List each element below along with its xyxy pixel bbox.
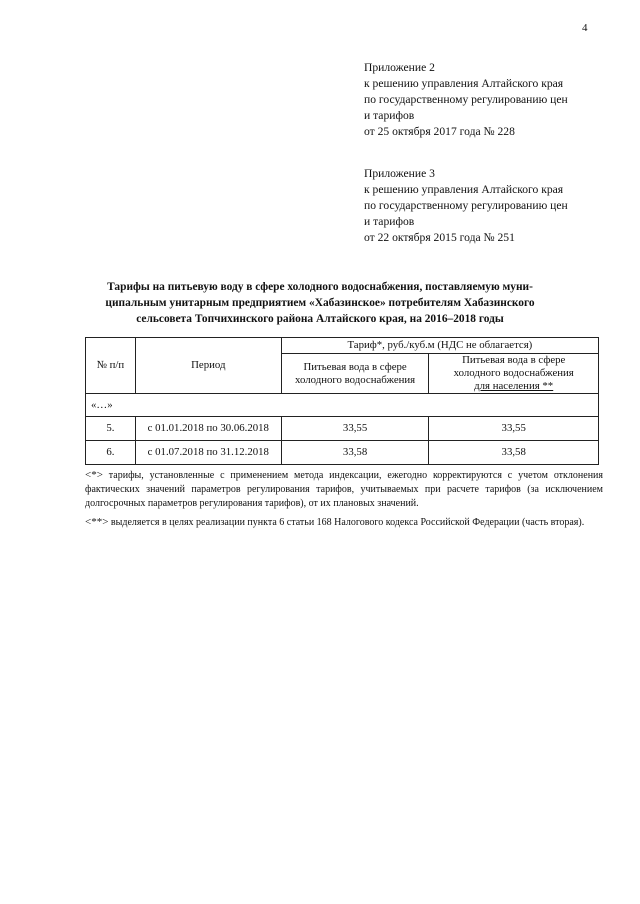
footnote-mark: <*> — [85, 469, 103, 481]
appendix-2-line: и тарифов — [364, 109, 415, 122]
appendix-3-header — [364, 166, 568, 246]
footnote-text: выделяется в целях реализации пункта 6 статьи 168 Налогового кодекса Российской Федерации (часть вторая). — [108, 517, 585, 528]
title-line: сельсовета Топчихинского района Алтайского края, на 2016–2018 годы — [136, 313, 504, 325]
appendix-2-line: по государственному регулированию цен — [364, 93, 568, 106]
appendix-2-line: к решению управления Алтайского края — [364, 77, 564, 90]
header-cold-water: Питьевая вода в сфере холодного водоснабжения — [281, 354, 429, 394]
title-line: ципальным унитарным предприятием «Хабазинское» потребителям Хабазинского — [105, 297, 535, 309]
row-tariff-b: 33,58 — [429, 441, 599, 465]
appendix-2-header — [364, 60, 568, 140]
appendix-3-line: по государственному регулированию цен — [364, 199, 568, 212]
row-period: с 01.07.2018 по 31.12.2018 — [135, 441, 281, 465]
footnote-text: тарифы, установленные с применением метода индексации, ежегодно корректируются с учетом отклонения фактических значений параметров регулирования тарифов, учитываемых при расчете тарифов (за исключением долгосрочных параметров регулирования тарифов), от их плановых значений. — [85, 470, 603, 509]
tariff-table — [85, 337, 599, 465]
document-title — [84, 279, 556, 327]
row-num: 5. — [86, 417, 136, 441]
header-period: Период — [135, 338, 281, 394]
row-num: 6. — [86, 441, 136, 465]
appendix-3-line: от 22 октября 2015 года № 251 — [364, 231, 515, 244]
header-col-b-line: для населения ** — [474, 380, 554, 392]
appendix-2-line: от 25 октября 2017 года № 228 — [364, 125, 515, 138]
header-col-b-line: Питьевая вода в сфере — [462, 354, 566, 366]
appendix-3-line: к решению управления Алтайского края — [364, 183, 564, 196]
appendix-3-line: и тарифов — [364, 215, 415, 228]
ellipsis-cell: «…» — [86, 394, 599, 417]
header-num: № п/п — [86, 338, 136, 394]
page-number: 4 — [582, 22, 588, 34]
ellipsis-row — [86, 394, 599, 417]
row-tariff-a: 33,55 — [281, 417, 429, 441]
row-tariff-a: 33,58 — [281, 441, 429, 465]
header-tariff: Тариф*, руб./куб.м (НДС не облагается) — [281, 338, 598, 354]
header-col-b-line: холодного водоснабжения — [453, 367, 574, 379]
table-header-row — [86, 338, 599, 354]
header-cold-water-population — [429, 354, 599, 394]
title-line: Тарифы на питьевую воду в сфере холодного водоснабжения, поставляемую муни- — [107, 281, 533, 293]
footnote — [85, 468, 603, 511]
appendix-2-line: Приложение 2 — [364, 61, 435, 74]
table-row — [86, 441, 599, 465]
row-period: с 01.01.2018 по 30.06.2018 — [135, 417, 281, 441]
footnotes — [85, 468, 603, 534]
footnote — [85, 515, 603, 530]
appendix-3-line: Приложение 3 — [364, 167, 435, 180]
table-row — [86, 417, 599, 441]
row-tariff-b: 33,55 — [429, 417, 599, 441]
footnote-mark: <**> — [85, 516, 109, 528]
